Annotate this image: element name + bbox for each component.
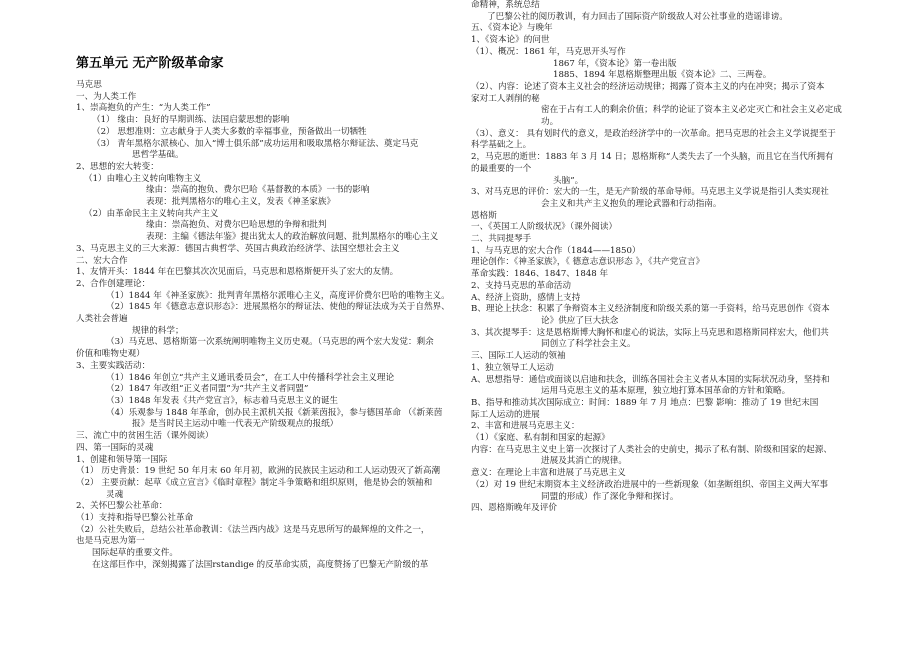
right-text-line: （3）、意义： 具有划时代的意义，是政治经济学中的一次革命。把马克思的社会主义学说提至于 xyxy=(471,128,836,139)
left-text-line: （1）由唯心主义转向唯物主义 xyxy=(84,173,202,184)
right-text-line: 1885、1894 年恩格斯整理出版《资本论》二、三两卷。 xyxy=(553,70,772,81)
right-text-line: 意义：在理论上丰富和进展了马克思主义 xyxy=(471,468,626,479)
right-text-line: B、指导和推动其次国际成立：时间：1889 年 7 月 地点：巴黎 影响：推动了 19 世纪末国 xyxy=(471,397,819,408)
left-text-line: 缘由：崇高抱负、对费尔巴哈思想的争辩和批判 xyxy=(146,220,327,231)
right-text-line: 密在于占有工人的剩余价值；科学的论证了资本主义必定灭亡和社会主义必定成 xyxy=(541,105,842,116)
right-text-line: 1867 年，《资本论》第一卷出版 xyxy=(553,58,677,69)
left-text-line: 报》是当时民主运动中唯一代表无产阶级观点的报纸） xyxy=(132,419,339,430)
left-text-line: 灵魂 xyxy=(106,489,124,500)
left-text-line: 二、宏大合作 xyxy=(76,255,128,266)
left-text-line: （1）1844 年《神圣家族》：批判青年黑格尔派唯心主义，高度评价费尔巴哈的唯物主义。 xyxy=(106,290,450,301)
left-text-line: （2）1845 年《德意志意识形态》：进展黑格尔的辩证法、使他的辩证法成为关于自然界、 xyxy=(106,302,450,313)
left-column xyxy=(76,55,454,572)
right-text-line: 2、丰富和进展马克思主义： xyxy=(471,421,580,432)
left-text-line: （2） 主要贡献：起草《成立宣言》《临时章程》制定斗争策略和组织原则，他是协会的领袖和 xyxy=(76,477,433,488)
left-text-line: 在这部巨作中，深刻揭露了法国rstandige 的反革命实质，高度赞扬了巴黎无产阶级的革 xyxy=(92,559,429,570)
left-text-line: 价值和唯物史观） xyxy=(76,349,145,360)
left-text-line: （2）公社失败后，总结公社革命教训：《法兰西内战》这是马克思所写的最辉煌的文件之一， xyxy=(76,524,430,535)
left-text-line: 2、关怀巴黎公社革命： xyxy=(76,501,168,512)
left-text-line: 规律的科学； xyxy=(132,325,184,336)
left-text-line: （1）支持和指导巴黎公社革命 xyxy=(76,513,194,524)
left-text-line: （2） 思想准则：立志献身于人类大多数的幸福事业，预备做出一切牺牲 xyxy=(92,126,367,137)
left-text-body xyxy=(76,80,454,572)
left-text-line: （3）1848 年发表《共产党宣言》，标志着马克思主义的诞生 xyxy=(106,395,339,406)
right-text-line: 家对工人剥削的秘 xyxy=(471,93,540,104)
right-text-line: （2）对 19 世纪末期资本主义经济政治进展中的一些新现象（如垄断组织、帝国主义两大军事 xyxy=(471,479,829,490)
left-text-line: 1、崇高抱负的产生：“为人类工作” xyxy=(76,103,211,114)
left-text-line: （3） 青年黑格尔派核心、加入“博士俱乐部”成功运用和吸取黑格尔辩证法、奠定马克 xyxy=(92,138,419,149)
right-text-line: 恩格斯 xyxy=(471,210,497,221)
right-text-line: 头脑”。 xyxy=(553,175,584,186)
right-text-line: 3、对马克思的评价：宏大的一生，是无产阶级的革命导师。马克思主义学说是指引人类实现社 xyxy=(471,187,829,198)
right-text-line: 3、其次提琴手：这是恩格斯博大胸怀和虚心的说法，实际上马克思和恩格斯同样宏大，他们共 xyxy=(471,327,829,338)
right-text-line: 命精神，系统总结 xyxy=(471,0,540,10)
left-text-line: 一、为人类工作 xyxy=(76,91,137,102)
right-text-line: 进展及其消亡的规律。 xyxy=(541,456,627,467)
right-text-line: 内容：在马克思主义史上第一次探讨了人类社会的史前史，揭示了私有制、阶级和国家的起源、 xyxy=(471,444,832,455)
right-text-line: 二、共同提琴手 xyxy=(471,234,532,245)
left-text-line: 人类社会普遍 xyxy=(76,314,128,325)
right-text-line: 五、《资本论》与晚年 xyxy=(471,23,553,34)
left-text-line: 缘由：崇高的抱负、费尔巴哈《基督教的本质》一书的影响 xyxy=(146,185,370,196)
right-text-line: 1、独立领导工人运动 xyxy=(471,362,554,373)
right-text-line: 革命实践：1846、1847、1848 年 xyxy=(471,269,609,280)
right-text-line: （1）、概况：1861 年，马克思开头写作 xyxy=(471,46,626,57)
right-text-line: A、思想指导：通信或面谈以启迪和扶念，训练各国社会主义者从本国的实际状况动身，坚持和 xyxy=(471,374,830,385)
right-text-line: 际工人运动的进展 xyxy=(471,409,540,420)
right-text-line: B、理论上扶念：积累了争辩资本主义经济制度和阶级关系的第一手资料，给马克思创作《资本 xyxy=(471,304,830,315)
right-text-line: 同创立了科学社会主义。 xyxy=(541,339,636,350)
right-text-line: 理论创作：《神圣家族》，《 德意志意识形态 》，《共产党宣言》 xyxy=(471,257,705,268)
right-text-line: 一、《英国工人阶级状况》（课外阅读） xyxy=(471,222,618,233)
left-text-line: 表现：批判黑格尔的唯心主义，发表《神圣家族》 xyxy=(146,197,336,208)
right-text-line: （1）《家庭、私有制和国家的起源》 xyxy=(471,433,610,444)
left-text-line: 也是马克思为第一 xyxy=(76,536,145,547)
right-text-line: 科学基础之上。 xyxy=(471,140,532,151)
right-text-line: 的最重要的一个 xyxy=(471,163,532,174)
right-column xyxy=(471,0,851,515)
right-text-line: （2）、内容：论述了资本主义社会的经济运动规律；揭露了资本主义的内在冲突；揭示了资本 xyxy=(471,81,825,92)
right-text-line: 2，马克思的逝世：1883 年 3 月 14 日；恩格斯称“人类失去了一个头脑，而且它在当代所拥有 xyxy=(471,152,834,163)
left-text-line: 四、第一国际的灵魂 xyxy=(76,442,154,453)
left-text-line: 2、思想的宏大转变： xyxy=(76,161,159,172)
left-text-line: 3、马克思主义的三大来源：德国古典哲学、英国古典政治经济学、法国空想社会主义 xyxy=(76,243,400,254)
right-text-line: 论》供应了巨大扶念 xyxy=(541,315,619,326)
right-text-line: 了巴黎公社的阅历教训，有力回击了国际资产阶级敌人对公社事业的造谣诽谤。 xyxy=(487,11,788,22)
left-text-line: 马克思 xyxy=(76,80,102,90)
right-text-line: 2、支持马克思的革命活动 xyxy=(471,280,571,291)
left-text-line: （2）由革命民主主义转向共产主义 xyxy=(84,208,219,219)
left-text-line: （2）1847 年改组“正义者同盟”为“共产主义者同盟” xyxy=(106,384,309,395)
right-text-line: 四、恩格斯晚年及评价 xyxy=(471,503,557,514)
right-text-line: 运用马克思主义的基本原理，独立地打算本国革命的方针和策略。 xyxy=(541,386,791,397)
left-text-line: （3）马克思、恩格斯第一次系统阐明唯物主义历史观。（马克思的两个宏大发觉：剩余 xyxy=(106,337,434,348)
right-text-line: 1、与马克思的宏大合作（1844——1850） xyxy=(471,245,641,256)
left-text-line: 1、创建和领导第一国际 xyxy=(76,454,168,465)
left-text-line: 表现：主编《德法年鉴》提出犹太人的政治解放问题、批判黑格尔的唯心主义 xyxy=(146,232,439,243)
left-text-line: 三、流亡中的贫困生活（课外阅读） xyxy=(76,431,214,442)
left-text-line: （1）1846 年创立“共产主义通讯委员会”，在工人中传播科学社会主义理论 xyxy=(106,372,395,383)
left-text-line: 国际起草的重要文件。 xyxy=(92,548,178,559)
left-text-line: 1、友情开头：1844 年在巴黎其次次见面后，马克思和恩格斯便开头了宏大的友情。 xyxy=(76,267,399,278)
left-text-line: 思哲学基础。 xyxy=(132,150,184,161)
right-text-line: 同盟的形成）作了深化争辩和探讨。 xyxy=(541,491,679,502)
left-text-line: （1） 历史背景：19 世纪 50 年月末 60 年月初，欧洲的民族民主运动和工人运动毁灭了新高潮 xyxy=(76,466,441,477)
right-text-line: 1、《资本论》的问世 xyxy=(471,35,550,46)
left-text-line: 2、合作创建理论： xyxy=(76,278,151,289)
right-text-line: 功。 xyxy=(541,117,559,128)
right-text-line: 三、国际工人运动的领袖 xyxy=(471,351,566,362)
left-text-line: （1） 缘由：良好的早期训练、法国启蒙思想的影响 xyxy=(92,115,290,126)
unit-title: 第五单元 无产阶级革命家 xyxy=(76,56,224,71)
left-text-line: （4）乐观参与 1848 年革命，创办民主派机关报《新莱茵报》，参与德国革命 （《新莱茵 xyxy=(106,407,443,418)
right-text-body xyxy=(471,0,851,515)
right-text-line: 会主义和共产主义抱负的理论武器和行动指南。 xyxy=(541,198,722,209)
right-text-line: A、经济上资助，感情上支持 xyxy=(471,292,581,303)
left-text-line: 3、主要实践活动： xyxy=(76,360,151,371)
